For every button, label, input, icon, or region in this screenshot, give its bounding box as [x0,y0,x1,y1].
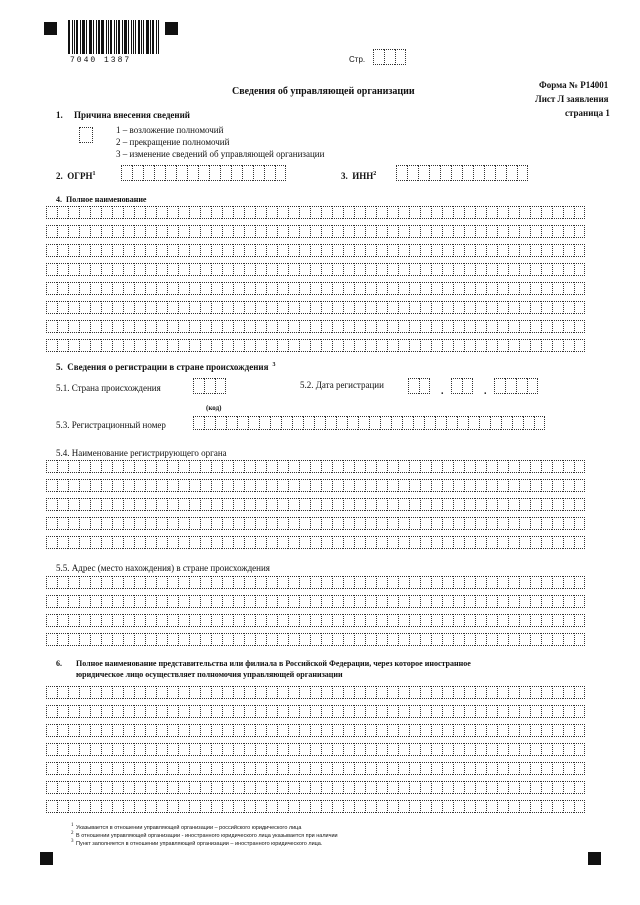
ogrn-field[interactable] [121,165,286,181]
input-row[interactable] [46,263,585,276]
input-row[interactable] [46,633,585,646]
footnote-3-marker: 3 [71,839,74,844]
footnote-3: Пункт заполняется в отношении управляющей организации – иностранного юридического лица. [76,841,323,847]
input-row[interactable] [46,705,585,718]
page-number-field[interactable] [373,49,406,65]
reason-option-3: 3 – изменение сведений об управляющей организации [116,149,325,159]
input-row[interactable] [46,781,585,794]
input-row[interactable] [46,301,585,314]
address-label: 5.5. Адрес (место нахождения) в стране происхождения [56,563,270,573]
input-row[interactable] [46,498,585,511]
section6-title-line2: юридическое лицо осуществляет полномочия управляющей организации [76,670,343,679]
input-row[interactable] [46,517,585,530]
section1-title: Причина внесения сведений [74,110,190,120]
input-row[interactable] [46,536,585,549]
registration-month-field[interactable] [451,378,473,394]
input-row[interactable] [46,800,585,813]
corner-mark-bottom-left [40,852,53,865]
input-row[interactable] [46,595,585,608]
form-number: Форма № Р14001 [539,80,609,90]
representative-office-grid[interactable] [46,686,585,819]
input-row[interactable] [46,282,585,295]
section6-number: 6. [56,659,62,668]
registration-date-label: 5.2. Дата регистрации [300,380,384,390]
section3-label: 3. ИНН$^2$ [341,171,377,181]
address-grid[interactable] [46,576,585,652]
footnote-1: Указывается в отношении управляющей организации – российского юридического лица [76,825,302,831]
registration-year-field[interactable] [494,378,538,394]
footnote-2-marker: 2 [71,831,74,836]
reason-option-1: 1 – возложение полномочий [116,125,224,135]
input-row[interactable] [46,743,585,756]
country-code-field[interactable] [193,378,226,394]
full-name-grid[interactable] [46,206,585,358]
input-row[interactable] [46,244,585,257]
date-separator: . [484,386,487,397]
input-row[interactable] [46,614,585,627]
authority-grid[interactable] [46,460,585,555]
registration-day-field[interactable] [408,378,430,394]
date-separator: . [441,386,444,397]
inn-field[interactable] [396,165,528,181]
corner-mark-bottom-right [588,852,601,865]
footnote-1-marker: 1 [71,823,74,828]
form-page: страница 1 [565,108,610,118]
input-row[interactable] [46,206,585,219]
form-sheet: Лист Л заявления [535,94,609,104]
input-row[interactable] [46,686,585,699]
barcode-icon [68,20,160,54]
section6-title-line1: Полное наименование представительства или филиала в Российской Федерации, через которое иностранное [76,659,471,668]
page-title: Сведения об управляющей организации [232,86,415,97]
code-caption: (код) [206,404,222,412]
input-row[interactable] [46,576,585,589]
section4-label: 4. Полное наименование [56,195,147,204]
corner-mark-top-left [44,22,57,35]
input-row[interactable] [46,762,585,775]
footnote-2: В отношении управляющей организации - иностранного юридического лица указывается при наличии [76,833,338,839]
section2-label: 2. ОГРН$^1$ [56,171,96,181]
input-row[interactable] [46,320,585,333]
authority-label: 5.4. Наименование регистрирующего органа [56,448,227,458]
input-row[interactable] [46,339,585,352]
reason-option-2: 2 – прекращение полномочий [116,137,230,147]
country-label: 5.1. Страна происхождения [56,383,161,393]
section5-label: 5. Сведения о регистрации в стране происхождения $^3$ [56,362,276,372]
input-row[interactable] [46,460,585,473]
reason-code-field[interactable] [79,127,93,143]
section1-number: 1. [56,110,63,120]
input-row[interactable] [46,479,585,492]
regnum-label: 5.3. Регистрационный номер [56,420,166,430]
barcode-number: 7040 1387 [70,56,132,65]
input-row[interactable] [46,225,585,238]
page-label: Стр. [349,55,366,64]
input-row[interactable] [46,724,585,737]
corner-mark-top-right [165,22,178,35]
regnum-field[interactable] [193,416,545,430]
